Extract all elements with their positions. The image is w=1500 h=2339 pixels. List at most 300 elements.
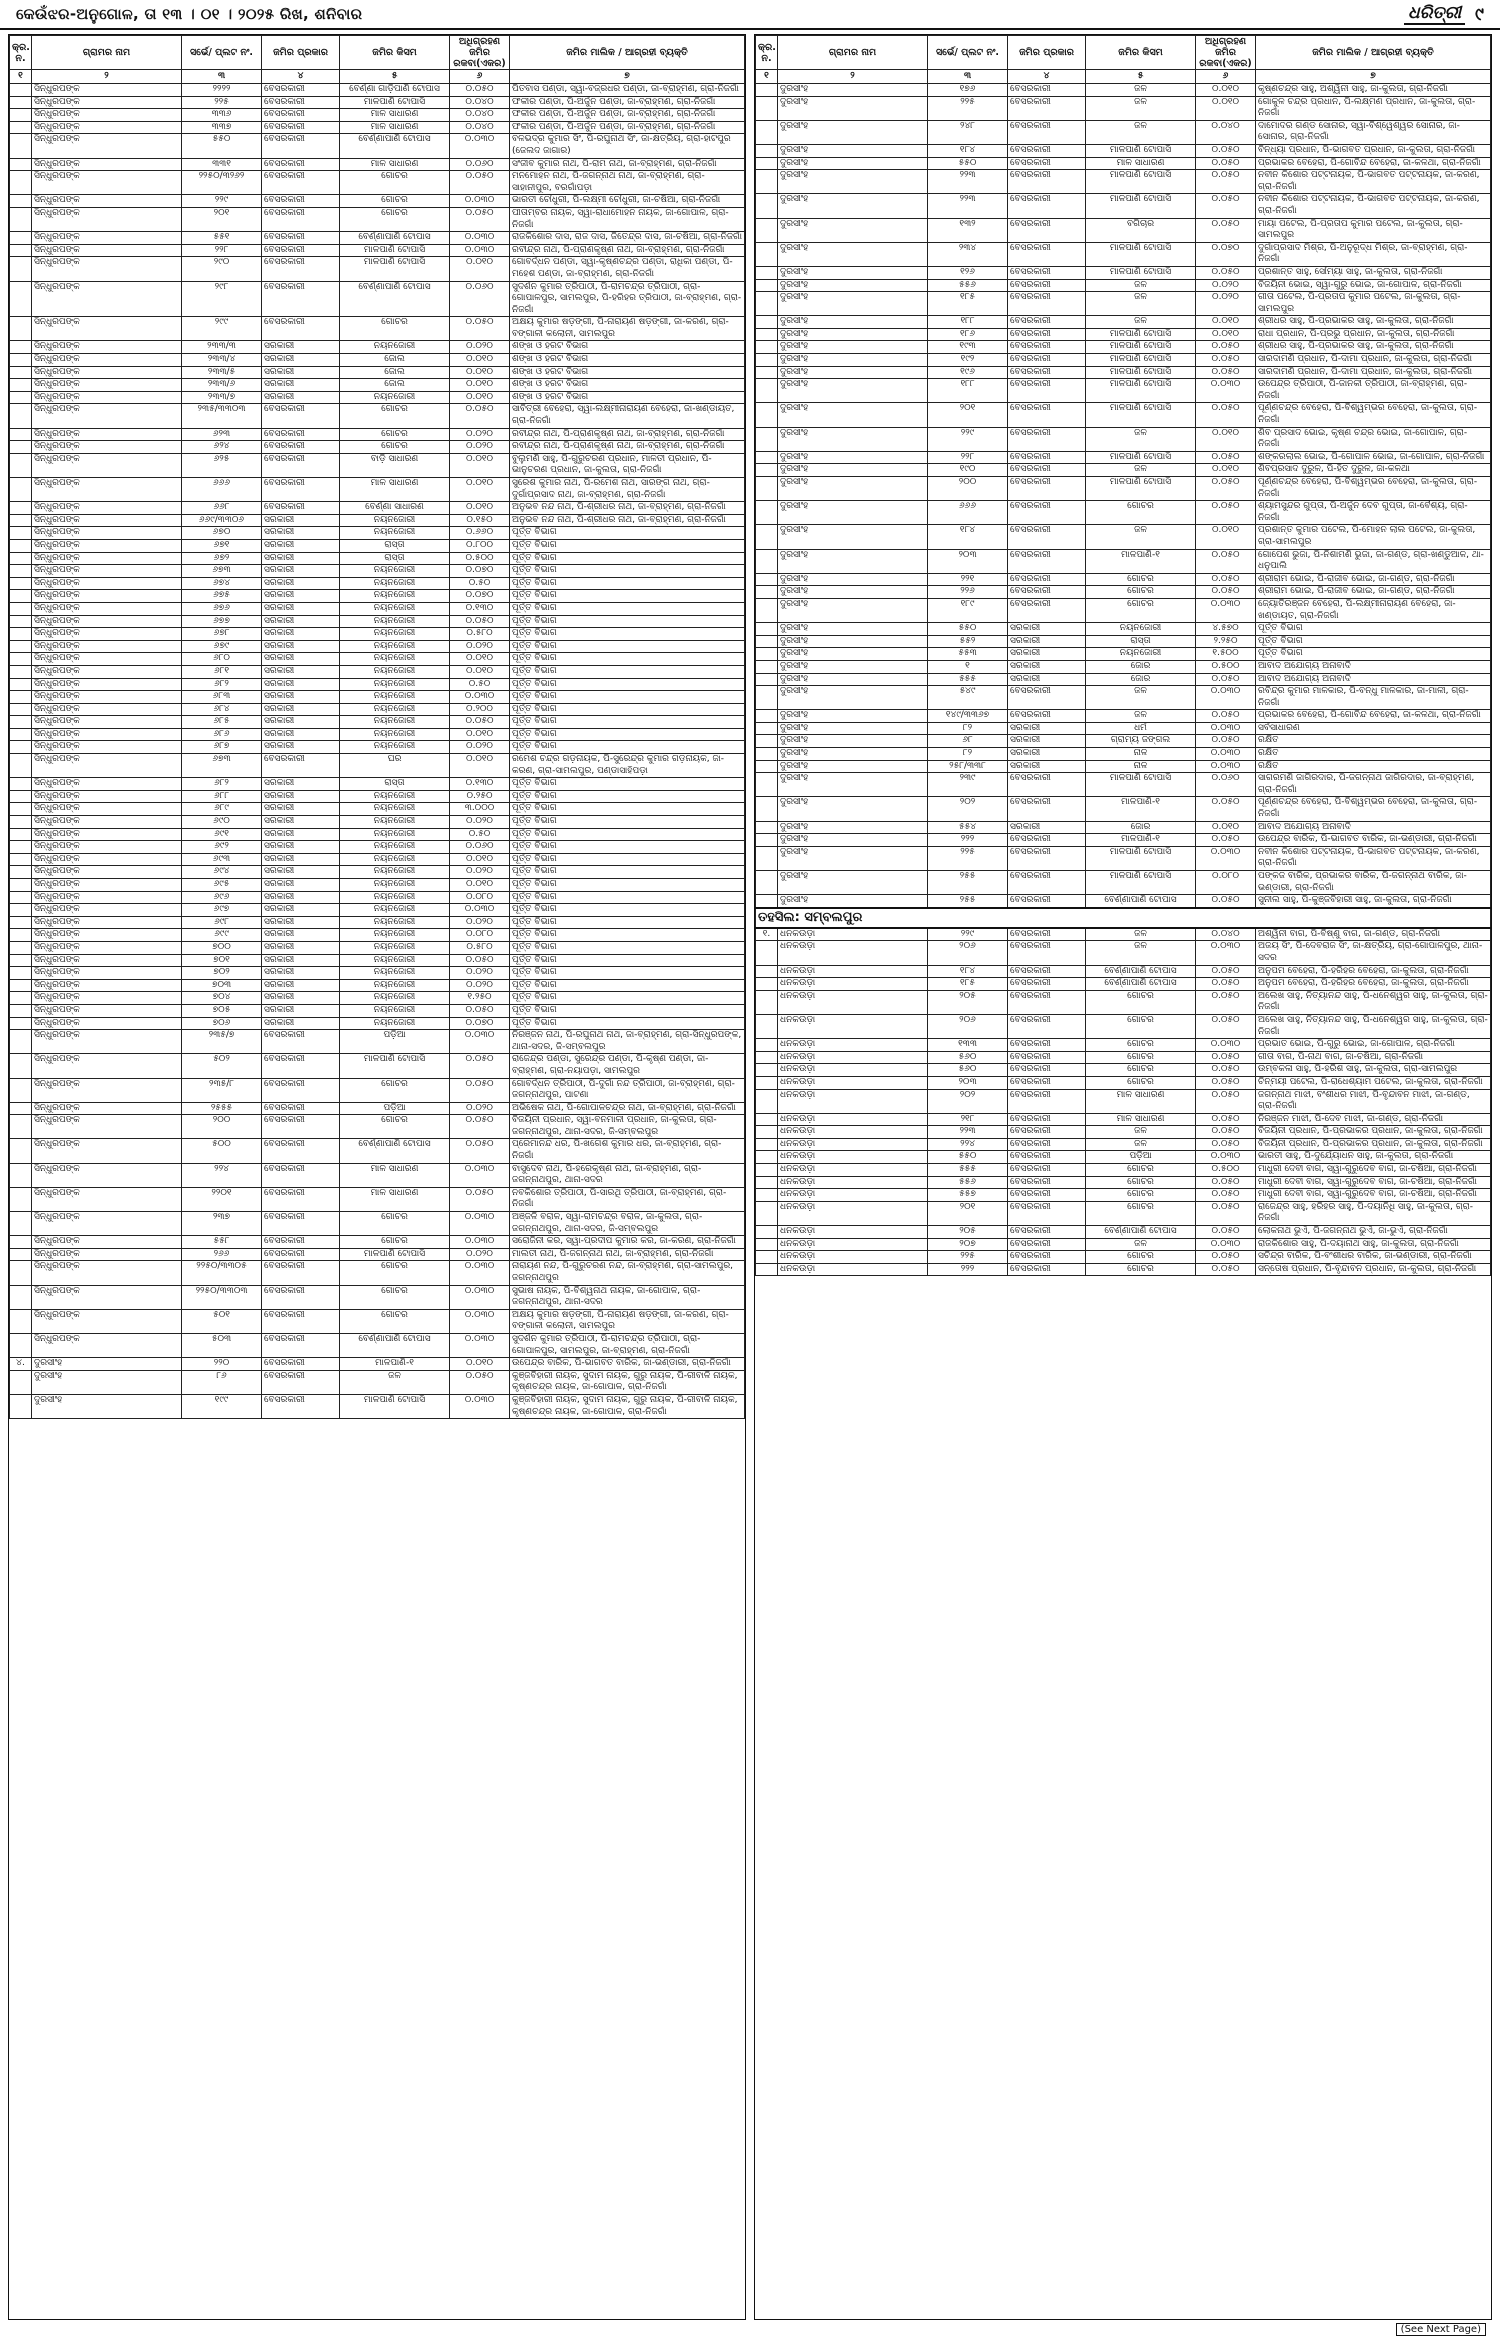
land-class-cell: ଗୋଚର bbox=[340, 195, 450, 208]
area-acre-cell: ୧.୨୫୦ bbox=[450, 992, 510, 1005]
serial-no-cell bbox=[10, 904, 32, 917]
land-class-cell: ଜୋଲ bbox=[340, 354, 450, 367]
table-row bbox=[756, 648, 1491, 661]
village-name-cell: ଦୁରସୀଂହ bbox=[778, 573, 928, 586]
area-acre-cell: ୦.୦୨୦ bbox=[1196, 279, 1256, 292]
land-type-cell: ସରକାରୀ bbox=[262, 879, 340, 892]
plot-no-cell: ୬୮ bbox=[928, 735, 1008, 748]
table-row bbox=[10, 665, 745, 678]
land-class-cell: ମାଳପାଣି ଟୋପାସି bbox=[1086, 366, 1196, 379]
land-type-cell: ସରକାରୀ bbox=[262, 816, 340, 829]
land-class-cell: ମାଳପାଣି ଟୋପାସି bbox=[1086, 144, 1196, 157]
serial-no-cell bbox=[10, 1309, 32, 1333]
land-type-cell: ବେସରକାରୀ bbox=[262, 453, 340, 477]
column-header: କ୍ର. ନ. bbox=[756, 36, 778, 70]
plot-no-cell: ୨୨୫ bbox=[182, 96, 262, 109]
village-name-cell: ସିନ୍ଧୁରପଙ୍କ bbox=[32, 703, 182, 716]
land-type-cell: ବେସରକାରୀ bbox=[262, 1115, 340, 1139]
plot-no-cell: ୨୨୨ bbox=[928, 1263, 1008, 1276]
land-class-cell: ବାଡ଼ି ସାଧାରଣ bbox=[340, 453, 450, 477]
area-acre-cell: ୦.୦୫୦ bbox=[1196, 218, 1256, 242]
land-class-cell: ମାଳପାଣି ଟୋପାସି bbox=[1086, 379, 1196, 403]
land-class-cell: ଜଳ bbox=[1086, 120, 1196, 144]
table-row bbox=[10, 502, 745, 515]
plot-no-cell: ୨୨୧ bbox=[928, 573, 1008, 586]
owner-cell: ପୂର୍ତ୍ତ ବିଭାଗ bbox=[510, 665, 745, 678]
land-type-cell: ବେସରକାରୀ bbox=[1008, 1164, 1086, 1177]
serial-no-cell: ୪. bbox=[10, 1358, 32, 1371]
land-class-cell: ଜଳ bbox=[1086, 1138, 1196, 1151]
area-acre-cell: ୦.୦୫୦ bbox=[1196, 266, 1256, 279]
owner-cell: ଲୋକନାଥ ଭୁଏଁ, ପି-ଜଗନ୍ନାଥ ଭୁଏଁ, ଜା-ଭୁଏଁ, ଗ୍ରା-ନିଜଗାଁ bbox=[1256, 1226, 1491, 1239]
owner-cell: ନବକିଶୋର ତ୍ରିପାଠୀ, ପି-ସାରଥି ତ୍ରିପାଠୀ, ଜା-ବ୍ରାହ୍ମଣ, ଗ୍ରା-ନିଜଗାଁ bbox=[510, 1187, 745, 1211]
owner-cell: ଅଲେଖ ସାହୁ, ନିତ୍ୟାନନ୍ଦ ସାହୁ, ପି-ଧନେଶ୍ୱର ସାହୁ, ଜା-କୁଲତା, ଗ୍ରା-ନିଜଗାଁ bbox=[1256, 990, 1491, 1014]
plot-no-cell: ୬୮୬ bbox=[182, 728, 262, 741]
land-class-cell: ମାଳପାଣି ଟୋପାସି bbox=[340, 1248, 450, 1261]
owner-cell: ଭାରତୀ ଚୌଧୁରୀ, ପି-ଲକ୍ଷ୍ମୀ ଚୌଧୁରୀ, ଜା-ଚଷିଆ, ଗ୍ରା-ନିଜଗାଁ bbox=[510, 195, 745, 208]
table-row bbox=[10, 379, 745, 392]
plot-no-cell: ୩୩୬ bbox=[182, 109, 262, 122]
plot-no-cell: ୨୨୯ bbox=[928, 427, 1008, 451]
land-class-cell: ନୟନଜୋରୀ bbox=[340, 728, 450, 741]
serial-no-cell bbox=[10, 1030, 32, 1054]
land-class-cell: ବେର୍ଣ୍ଣା ଗାଡ଼ିପାଣି ଟୋପାସ bbox=[340, 84, 450, 97]
land-class-cell: ଗୋଚର bbox=[340, 1115, 450, 1139]
table-row bbox=[756, 96, 1491, 120]
table-row bbox=[10, 96, 745, 109]
column-number: ୨ bbox=[778, 70, 928, 84]
land-type-cell: ବେସରକାରୀ bbox=[262, 84, 340, 97]
area-acre-cell: ୦.୦୩୦ bbox=[1196, 1151, 1256, 1164]
plot-no-cell: ୨୧୮ bbox=[928, 1113, 1008, 1126]
land-class-cell: ନୟନଜୋରୀ bbox=[340, 615, 450, 628]
area-acre-cell: ୦.୦୩୦ bbox=[450, 904, 510, 917]
area-acre-cell: ୦.୦୫୦ bbox=[1196, 978, 1256, 991]
land-type-cell: ସରକାରୀ bbox=[262, 891, 340, 904]
table-row bbox=[756, 501, 1491, 525]
village-name-cell: ସିନ୍ଧୁରପଙ୍କ bbox=[32, 992, 182, 1005]
land-type-cell: ବେସରକାରୀ bbox=[1008, 316, 1086, 329]
plot-no-cell: ୮୨ bbox=[928, 748, 1008, 761]
plot-no-cell: ୬୭୯ bbox=[182, 640, 262, 653]
table-row bbox=[756, 1164, 1491, 1177]
table-row bbox=[10, 478, 745, 502]
land-type-cell: ସରକାରୀ bbox=[262, 853, 340, 866]
land-type-cell: ବେସରକାରୀ bbox=[262, 1187, 340, 1211]
land-class-cell: ନୟନଜୋରୀ bbox=[340, 577, 450, 590]
area-acre-cell: ୦.୦୧୦ bbox=[450, 754, 510, 778]
serial-no-cell bbox=[10, 628, 32, 641]
serial-no-cell bbox=[10, 1248, 32, 1261]
land-class-cell: ବେର୍ଣ୍ଣାପାଣି ଟୋପାସ bbox=[1086, 895, 1196, 908]
owner-cell: ପୂର୍ତ୍ତ ବିଭାଗ bbox=[510, 778, 745, 791]
area-acre-cell: ୦.୦୧୦ bbox=[1196, 464, 1256, 477]
area-acre-cell: ୦.୦୫୦ bbox=[450, 171, 510, 195]
plot-no-cell: ୨୨୫୦/୩୩୦୫ bbox=[182, 1261, 262, 1285]
land-type-cell: ବେସରକାରୀ bbox=[1008, 1238, 1086, 1251]
owner-cell: ଉପେନ୍ଦ୍ର ବାରିକ, ପି-ଭାଗବତ ବାରିକ, ଜା-ଭଣ୍ଡାରୀ, ଗ୍ରା-ନିଜଗାଁ bbox=[1256, 834, 1491, 847]
column-header: ଗ୍ରାମର ନାମ bbox=[778, 36, 928, 70]
land-type-cell: ସରକାରୀ bbox=[262, 954, 340, 967]
area-acre-cell: ୦.୦୬୦ bbox=[450, 158, 510, 171]
village-name-cell: ଦୁରସୀଂହ bbox=[778, 710, 928, 723]
plot-no-cell: ୨୦୬ bbox=[928, 941, 1008, 965]
land-class-cell: ଜଳ bbox=[1086, 427, 1196, 451]
village-name-cell: ସିନ୍ଧୁରପଙ୍କ bbox=[32, 628, 182, 641]
table-row bbox=[10, 341, 745, 354]
table-row bbox=[10, 404, 745, 428]
land-type-cell: ସରକାରୀ bbox=[1008, 722, 1086, 735]
table-row bbox=[756, 1201, 1491, 1225]
serial-no-cell bbox=[756, 366, 778, 379]
owner-cell: ଗୋବର୍ଦ୍ଧନ ପଣ୍ଡା, ସ୍ୱା-କୃଷ୍ଣଚନ୍ଦ୍ର ପଣ୍ଡା, ରାଧିକା ପଣ୍ଡା, ପି-ମହେଶ ପଣ୍ଡା, ଜା-ବ୍ରାହ୍ମଣ, ଗ୍ରା-ନିଜଗାଁ bbox=[510, 257, 745, 281]
plot-no-cell: ୬୮୨ bbox=[182, 678, 262, 691]
area-acre-cell: ୦.୦୫୦ bbox=[450, 404, 510, 428]
land-class-cell: ନୟନଜୋରୀ bbox=[340, 891, 450, 904]
plot-no-cell: ୬୯୬ bbox=[182, 891, 262, 904]
column-header: ସର୍ଭେ/ ପ୍ଲଟ ନଂ. bbox=[182, 36, 262, 70]
land-class-cell: ନୟନଜୋରୀ bbox=[340, 879, 450, 892]
serial-no-cell bbox=[10, 703, 32, 716]
area-acre-cell: ୦.୦୫୦ bbox=[450, 1115, 510, 1139]
table-row bbox=[10, 904, 745, 917]
serial-no-cell bbox=[756, 1113, 778, 1126]
land-class-cell: ନୟନଜୋରୀ bbox=[340, 1004, 450, 1017]
owner-cell: ଶ୍ୟାମସୁନ୍ଦର ଗୁପ୍ତା, ପି-ଅର୍ଜୁନ ଦେବ ଗୁପ୍ତା, ଜା-ବୈଶ୍ୟ, ଗ୍ରା-ନିଜଗାଁ bbox=[1256, 501, 1491, 525]
land-class-cell: ନୟନଜୋରୀ bbox=[1086, 623, 1196, 636]
area-acre-cell: ୦.୦୫୦ bbox=[1196, 1251, 1256, 1264]
table-row bbox=[756, 477, 1491, 501]
serial-no-cell bbox=[756, 157, 778, 170]
column-number: ୭ bbox=[1256, 70, 1491, 84]
village-name-cell: ସିନ୍ଧୁରପଙ୍କ bbox=[32, 1187, 182, 1211]
owner-cell: ଶ୍ରୀଧର ସାହୁ, ପି-ପ୍ରଭାକର ସାହୁ, ଜା-କୁଲତା, ଗ୍ରା-ନିଜଗାଁ bbox=[1256, 341, 1491, 354]
plot-no-cell: ୬୭୦ bbox=[182, 527, 262, 540]
owner-cell: ଶଙ୍ଖ ଓ ହରଟ ବିଭାଗ bbox=[510, 341, 745, 354]
land-class-cell: ମାଳପାଣି ଟୋପାସି bbox=[340, 96, 450, 109]
plot-no-cell: ୭୦୩ bbox=[182, 979, 262, 992]
owner-cell: ମାଲତୀ ନାଥ, ପି-ଜଗନ୍ନାଥ ନାଥ, ଜା-ବ୍ରାହ୍ମଣ, ଗ୍ରା-ନିଜଗାଁ bbox=[510, 1248, 745, 1261]
plot-no-cell: ୭୦୫ bbox=[182, 1004, 262, 1017]
area-acre-cell: ୦.୦୫୦ bbox=[1196, 710, 1256, 723]
table-row bbox=[756, 1076, 1491, 1089]
owner-cell: ପୀତାମ୍ବର ନାୟକ, ସ୍ୱା-ରାଧାମୋହନ ନାୟକ, ଜା-ଗୋପାଳ, ଗ୍ରା-ନିଜଗାଁ bbox=[510, 207, 745, 231]
serial-no-cell bbox=[10, 441, 32, 454]
column-number: ୫ bbox=[340, 70, 450, 84]
land-type-cell: ବେସରକାରୀ bbox=[262, 1030, 340, 1054]
table-row bbox=[756, 1138, 1491, 1151]
plot-no-cell: ୬୮୩ bbox=[182, 691, 262, 704]
area-acre-cell: ୦.୦୫୦ bbox=[1196, 990, 1256, 1014]
column-number: ୬ bbox=[1196, 70, 1256, 84]
village-name-cell: ଧନକଉଡ଼ା bbox=[778, 1014, 928, 1038]
owner-cell: ଶ୍ରୀଧର ସାହୁ, ପି-ପ୍ରଭାକର ସାହୁ, ଜା-କୁଲତା, ଗ୍ରା-ନିଜଗାଁ bbox=[1256, 316, 1491, 329]
area-acre-cell: ୦.୧୩୦ bbox=[450, 778, 510, 791]
area-acre-cell: ୦.୫୦ bbox=[450, 577, 510, 590]
serial-no-cell bbox=[756, 501, 778, 525]
land-class-cell: ବଗିଚାର bbox=[1086, 218, 1196, 242]
owner-cell: ପୂର୍ତ୍ତ ବିଭାଗ bbox=[510, 979, 745, 992]
serial-no-cell bbox=[10, 502, 32, 515]
owner-cell: ରକ୍ଷିତ bbox=[1256, 735, 1491, 748]
area-acre-cell: ୦.୦୧୦ bbox=[450, 379, 510, 392]
land-type-cell: ବେସରକାରୀ bbox=[1008, 1176, 1086, 1189]
serial-no-cell bbox=[10, 577, 32, 590]
serial-no-cell bbox=[10, 929, 32, 942]
land-type-cell: ବେସରକାରୀ bbox=[262, 1358, 340, 1371]
land-type-cell: ବେସରକାରୀ bbox=[1008, 1076, 1086, 1089]
area-acre-cell: ୦.୦୨୦ bbox=[1196, 292, 1256, 316]
village-name-cell: ସିନ୍ଧୁରପଙ୍କ bbox=[32, 879, 182, 892]
land-type-cell: ବେସରକାରୀ bbox=[1008, 292, 1086, 316]
land-type-cell: ବେସରକାରୀ bbox=[1008, 895, 1086, 908]
serial-no-cell bbox=[756, 1164, 778, 1177]
plot-no-cell: ୨୨୦ bbox=[182, 1358, 262, 1371]
village-name-cell: ସିନ୍ଧୁରପଙ୍କ bbox=[32, 640, 182, 653]
area-acre-cell: ୦.୦୧୦ bbox=[450, 665, 510, 678]
land-class-cell: ଗୋଚର bbox=[340, 1236, 450, 1249]
land-class-cell: ମାଳ ସାଧାରଣ bbox=[1086, 1113, 1196, 1126]
land-class-cell: ଗୋଚର bbox=[1086, 1014, 1196, 1038]
table-row bbox=[10, 778, 745, 791]
land-class-cell: ବେର୍ଣ୍ଣାପାଣି ଟୋପାସ bbox=[1086, 1226, 1196, 1239]
village-name-cell: ଧନକଉଡ଼ା bbox=[778, 941, 928, 965]
area-acre-cell: ୦.୦୫୦ bbox=[450, 207, 510, 231]
table-row bbox=[756, 1051, 1491, 1064]
land-class-cell: ନୟନଜୋରୀ bbox=[340, 602, 450, 615]
column-header: ଜମିର ମାଲିକ / ଆଗ୍ରହୀ ବ୍ୟକ୍ତି bbox=[1256, 36, 1491, 70]
plot-no-cell: ୬୯୭ bbox=[182, 904, 262, 917]
plot-no-cell: ୬୭୪ bbox=[182, 577, 262, 590]
land-class-cell: ଜଳ bbox=[1086, 941, 1196, 965]
land-type-cell: ସରକାରୀ bbox=[262, 1017, 340, 1030]
land-class-cell: ଗୋଚର bbox=[1086, 1189, 1196, 1202]
land-type-cell: ବେସରକାରୀ bbox=[1008, 1138, 1086, 1151]
plot-no-cell: ୬୨୩ bbox=[182, 428, 262, 441]
land-type-cell: ସରକାରୀ bbox=[1008, 735, 1086, 748]
plot-no-cell: ୨୨୯ bbox=[928, 928, 1008, 941]
plot-no-cell: ୨୦୧ bbox=[182, 207, 262, 231]
land-type-cell: ବେସରକାରୀ bbox=[1008, 379, 1086, 403]
area-acre-cell: ୦.୦୨୦ bbox=[450, 640, 510, 653]
serial-no-cell bbox=[756, 354, 778, 367]
village-name-cell: ଦୁରସୀଂହ bbox=[778, 427, 928, 451]
village-name-cell: ଦୁରସୀଂହ bbox=[778, 834, 928, 847]
land-type-cell: ସରକାରୀ bbox=[262, 628, 340, 641]
plot-no-cell: ୫୫୮ bbox=[182, 1236, 262, 1249]
area-acre-cell: ୦.୦୩୦ bbox=[1196, 846, 1256, 870]
owner-cell: ଉପେନ୍ଦ୍ର ବାରିକ, ପି-ଭାଗବତ ବାରିକ, ଜା-ଭଣ୍ଡାରୀ, ଗ୍ରା-ନିଜଗାଁ bbox=[510, 1358, 745, 1371]
owner-cell: ପୂର୍ତ୍ତ ବିଭାଗ bbox=[510, 703, 745, 716]
table-row bbox=[10, 728, 745, 741]
village-name-cell: ଦୁରସୀଂହ bbox=[778, 242, 928, 266]
area-acre-cell: ୦.୦୩୦ bbox=[450, 195, 510, 208]
village-name-cell: ଦୁରସୀଂହ bbox=[778, 895, 928, 908]
serial-no-cell bbox=[756, 218, 778, 242]
owner-cell: ପୂର୍ତ୍ତ ବିଭାଗ bbox=[510, 828, 745, 841]
area-acre-cell: ୦.୦୩୦ bbox=[450, 1333, 510, 1357]
land-type-cell: ବେସରକାରୀ bbox=[1008, 157, 1086, 170]
serial-no-cell bbox=[756, 1238, 778, 1251]
table-row bbox=[756, 834, 1491, 847]
area-acre-cell: ୦.୦୧୦ bbox=[450, 728, 510, 741]
table-row bbox=[10, 929, 745, 942]
area-acre-cell: ୦.୦୩୦ bbox=[450, 1236, 510, 1249]
plot-no-cell: ୬୭୬ bbox=[182, 602, 262, 615]
land-type-cell: ବେସରକାରୀ bbox=[262, 1248, 340, 1261]
table-row bbox=[10, 891, 745, 904]
table-row bbox=[10, 1248, 745, 1261]
serial-no-cell bbox=[10, 841, 32, 854]
land-class-cell: ମାଳପାଣି ଟୋପାସି bbox=[1086, 328, 1196, 341]
owner-cell: ସାବିତ୍ରୀ ବେହେରା, ସ୍ୱା-ଲକ୍ଷ୍ମୀନାରାୟଣ ବେହେରା, ଜା-ଖଣ୍ଡାୟତ, ଗ୍ରା-ନିଜଗାଁ bbox=[510, 404, 745, 428]
village-name-cell: ସିନ୍ଧୁରପଙ୍କ bbox=[32, 1102, 182, 1115]
village-name-cell: ସିନ୍ଧୁରପଙ୍କ bbox=[32, 778, 182, 791]
serial-no-cell bbox=[756, 978, 778, 991]
serial-no-cell bbox=[10, 1078, 32, 1102]
land-class-cell: ନୟନଜୋରୀ bbox=[340, 565, 450, 578]
owner-cell: ପୂର୍ତ୍ତ ବିଭାଗ bbox=[510, 615, 745, 628]
table-row bbox=[756, 157, 1491, 170]
village-name-cell: ଦୁରସୀଂହ bbox=[778, 673, 928, 686]
plot-no-cell: ୬୬୮ bbox=[182, 502, 262, 515]
area-acre-cell: ୦.୦୧୦ bbox=[450, 653, 510, 666]
table-row bbox=[10, 992, 745, 1005]
serial-no-cell bbox=[756, 464, 778, 477]
land-type-cell: ବେସରକାରୀ bbox=[262, 1285, 340, 1309]
land-type-cell: ସରକାରୀ bbox=[262, 841, 340, 854]
serial-no-cell bbox=[756, 1226, 778, 1239]
page-header bbox=[0, 0, 1500, 30]
plot-no-cell: ୧୯୬ bbox=[928, 366, 1008, 379]
owner-cell: ଦୁର୍ଗାପ୍ରସାଦ ମିଶ୍ର, ପି-ଅନୁରୂଦ୍ଧ ମିଶ୍ର, ଜା-ବ୍ରାହ୍ମଣ, ଗ୍ରା-ନିଜଗାଁ bbox=[1256, 242, 1491, 266]
table-row bbox=[756, 1151, 1491, 1164]
area-acre-cell: ୦.୦୩୦ bbox=[1196, 379, 1256, 403]
plot-no-cell: ୫୬୦ bbox=[928, 1064, 1008, 1077]
table-row bbox=[756, 354, 1491, 367]
land-class-cell: ଗୋଚର bbox=[1086, 990, 1196, 1014]
area-acre-cell: ୦.୦୪୦ bbox=[1196, 928, 1256, 941]
land-type-cell: ବେସରକାରୀ bbox=[1008, 525, 1086, 549]
area-acre-cell: ୦.୦୫୦ bbox=[1196, 834, 1256, 847]
land-class-cell: ନୟନଜୋରୀ bbox=[340, 391, 450, 404]
land-type-cell: ସରକାରୀ bbox=[1008, 673, 1086, 686]
area-acre-cell: ୦.୦୩୦ bbox=[1196, 686, 1256, 710]
owner-cell: ଶଙ୍କରଲାଲ ଭୋଇ, ପି-ଗୋପାଳ ଭୋଇ, ଜା-ଗୋପାଳ, ଗ୍ରା-ନିଜଗାଁ bbox=[1256, 451, 1491, 464]
owner-cell: ସୁନୀଲ ସାହୁ, ପି-କୁଞ୍ଜବିହାରୀ ସାହୁ, ଜା-କୁଲତା, ଗ୍ରା-ନିଜଗାଁ bbox=[1256, 895, 1491, 908]
village-name-cell: ଦୁରସୀଂହ bbox=[778, 170, 928, 194]
section-heading: ତହସିଲ: ସମ୍ବଲପୁର bbox=[756, 908, 1491, 928]
table-row bbox=[756, 928, 1491, 941]
area-acre-cell: ୦.୦୩୦ bbox=[1196, 941, 1256, 965]
table-row bbox=[10, 590, 745, 603]
table-row bbox=[756, 1176, 1491, 1189]
plot-no-cell: ୨୩୩/୭ bbox=[182, 391, 262, 404]
plot-no-cell: ୨୩୩/୫ bbox=[182, 366, 262, 379]
land-type-cell: ବେସରକାରୀ bbox=[1008, 834, 1086, 847]
area-acre-cell: ୦.୦୫୦ bbox=[1196, 1189, 1256, 1202]
village-name-cell: ସିନ୍ଧୁରପଙ୍କ bbox=[32, 478, 182, 502]
land-type-cell: ସରକାରୀ bbox=[262, 552, 340, 565]
plot-no-cell: ୨୨୪ bbox=[182, 1163, 262, 1187]
table-row bbox=[10, 1370, 745, 1394]
plot-no-cell: ୩୩୭ bbox=[182, 121, 262, 134]
land-type-cell: ସରକାରୀ bbox=[262, 678, 340, 691]
land-class-cell: ରାସ୍ତା bbox=[1086, 635, 1196, 648]
owner-cell: ଆବାଦ ଅଯୋଗ୍ୟ ଅନାବାଦି bbox=[1256, 673, 1491, 686]
table-row bbox=[10, 879, 745, 892]
land-class-cell: ମାଳପାଣି ଟୋପାସି bbox=[340, 244, 450, 257]
village-name-cell: ସିନ୍ଧୁରପଙ୍କ bbox=[32, 916, 182, 929]
land-type-cell: ବେସରକାରୀ bbox=[1008, 686, 1086, 710]
table-row bbox=[10, 916, 745, 929]
owner-cell: ପୂର୍ଣ୍ଣଚନ୍ଦ୍ର ବେହେରା, ପି-ବିଶ୍ୱମ୍ଭର ବେହେରା, ଜା-କୁଲତା, ଗ୍ରା-ନିଜଗାଁ bbox=[1256, 403, 1491, 427]
serial-no-cell bbox=[10, 552, 32, 565]
land-type-cell: ବେସରକାରୀ bbox=[262, 1333, 340, 1357]
serial-no-cell bbox=[756, 1014, 778, 1038]
village-name-cell: ଦୁରସୀଂହ bbox=[778, 623, 928, 636]
owner-cell: ଅକ୍ଷୟ କୁମାର ଷଡ଼ଙ୍ଗୀ, ପି-ନାରାୟଣ ଷଡ଼ଙ୍ଗୀ, ଜା-କରଣ, ଗ୍ରା-ବଙ୍ଗାଳୀ କଲୋନୀ, ସାମଲପୁର bbox=[510, 1309, 745, 1333]
village-name-cell: ଦୁରସୀଂହ bbox=[778, 501, 928, 525]
serial-no-cell bbox=[10, 478, 32, 502]
land-class-cell: ନୟନଜୋରୀ bbox=[340, 967, 450, 980]
page-header-right bbox=[1404, 3, 1484, 25]
serial-no-cell bbox=[756, 1201, 778, 1225]
owner-cell: ମାଧୁରୀ ଦେବୀ ବାଗ, ସ୍ୱା-ଗୁରୁଦେବ ବାଗ, ଜା-ଚଷିଆ, ଗ୍ରା-ନିଜଗାଁ bbox=[1256, 1189, 1491, 1202]
plot-no-cell: ୨୦୩ bbox=[928, 1076, 1008, 1089]
table-row bbox=[756, 525, 1491, 549]
land-class-cell: ମାଳପାଣି ଟୋପାସି bbox=[1086, 194, 1196, 218]
serial-no-cell bbox=[10, 366, 32, 379]
serial-no-cell bbox=[10, 916, 32, 929]
area-acre-cell: ୦.୦୫୦ bbox=[1196, 965, 1256, 978]
land-class-cell: ମାଳପାଣି-୧ bbox=[1086, 834, 1196, 847]
area-acre-cell: ୦.୦୫୦ bbox=[1196, 586, 1256, 599]
area-acre-cell: ୦.୦୫୦ bbox=[1196, 1064, 1256, 1077]
land-class-cell: ମାଳପାଣି ଟୋପାସି bbox=[1086, 451, 1196, 464]
land-type-cell: ବେସରକାରୀ bbox=[1008, 96, 1086, 120]
land-class-cell: ମାଳ ସାଧାରଣ bbox=[340, 1163, 450, 1187]
area-acre-cell: ୦.୦୩୦ bbox=[450, 1285, 510, 1309]
plot-no-cell: ୨୩୯ bbox=[928, 773, 1008, 797]
land-type-cell: ବେସରକାରୀ bbox=[262, 195, 340, 208]
owner-cell: ରବୀନ୍ଦ୍ର ନାଥ, ପି-ପ୍ରାଣକୃଷ୍ଣ ନାଥ, ଜା-ବ୍ରାହ୍ମଣ, ଗ୍ରା-ନିଜଗାଁ bbox=[510, 244, 745, 257]
area-acre-cell: ୦.୦୧୦ bbox=[450, 478, 510, 502]
village-name-cell: ଧନକଉଡ଼ା bbox=[778, 1051, 928, 1064]
village-name-cell: ଦୁରସୀଂହ bbox=[778, 379, 928, 403]
table-row bbox=[756, 586, 1491, 599]
area-acre-cell: ୦.୦୫୦ bbox=[1196, 735, 1256, 748]
plot-no-cell: ୧୮୪ bbox=[928, 965, 1008, 978]
table-row bbox=[10, 207, 745, 231]
table-row bbox=[756, 279, 1491, 292]
land-type-cell: ବେସରକାରୀ bbox=[1008, 871, 1086, 895]
village-name-cell: ସିନ୍ଧୁରପଙ୍କ bbox=[32, 967, 182, 980]
table-row bbox=[10, 816, 745, 829]
land-class-cell: ମାଳପାଣି ଟୋପାସି bbox=[1086, 871, 1196, 895]
land-class-cell: ନୟନଜୋରୀ bbox=[340, 678, 450, 691]
owner-cell: କୁଞ୍ଜବିହାରୀ ନାୟକ, ସୁଦାମ ନାୟକ, ଗୁରୁ ନାୟକ, ପି-ରୀବାଳି ନାୟକ, କୃଷ୍ଣଚନ୍ଦ୍ର ନାୟକ, ଜା-ଗୋପାଳ, ଗ୍ରା-ନିଜଗାଁ bbox=[510, 1370, 745, 1394]
owner-cell: କୃଷ୍ଣଚନ୍ଦ୍ର ସାହୁ, ଅଶ୍ୱିନୀ ସାହୁ, ଜା-କୁଲତା, ଗ୍ରା-ନିଜଗାଁ bbox=[1256, 84, 1491, 97]
plot-no-cell: ୨୨୩ bbox=[928, 1126, 1008, 1139]
land-type-cell: ସରକାରୀ bbox=[262, 790, 340, 803]
plot-no-cell: ୬୮୦ bbox=[182, 653, 262, 666]
plot-no-cell: ୬୭୮ bbox=[182, 628, 262, 641]
table-row bbox=[756, 427, 1491, 451]
area-acre-cell: ୦.୦୫୦ bbox=[450, 1139, 510, 1163]
table-row bbox=[10, 441, 745, 454]
village-name-cell: ସିନ୍ଧୁରପଙ୍କ bbox=[32, 1115, 182, 1139]
